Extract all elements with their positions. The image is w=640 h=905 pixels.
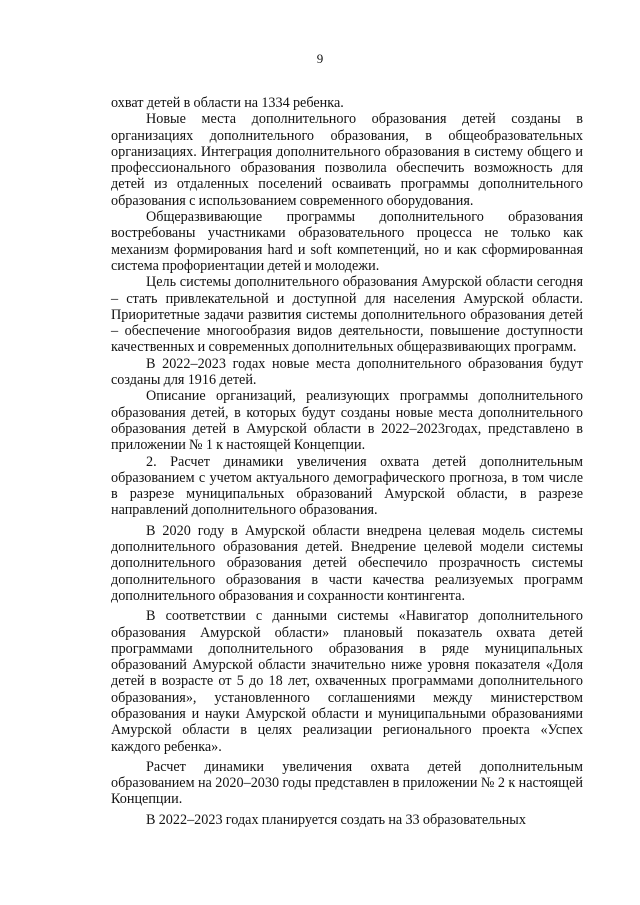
paragraph-section-2-heading: 2. Расчет динамики увеличения охвата детей дополнительным образованием с учетом актуального демографического прогноза, в том числе в разрезе муниципальных образований Амурской области, в разрезе направлений дополнительного образования. <box>111 453 583 519</box>
page-number: 9 <box>316 51 324 66</box>
paragraph-dynamics-calculation: Расчет динамики увеличения охвата детей дополнительным образованием на 2020–2030 годы представлен в приложении № 2 к настоящей Концепции. <box>111 758 583 808</box>
paragraph-system-goal: Цель системы дополнительного образования Амурской области сегодня – стать привлекательной и доступной для населения Амурской области. Приоритетные задачи развития системы дополнительного образования детей – обеспечение многообразия видов деятельности, повышение доступности качественных и современных дополнительных общеразвивающих программ. <box>111 274 583 356</box>
paragraph-continuation: охват детей в области на 1334 ребенка. <box>111 95 344 111</box>
paragraph-organizations-description: Описание организаций, реализующих программы дополнительного образования детей, в которых будут созданы новые места дополнительного образования детей в Амурской области в 2022–2023годах, представлено в приложении № 1 к настоящей Концепции. <box>111 388 583 454</box>
paragraph-planned-creation: В 2022–2023 годах планируется создать на 33 образовательных <box>146 811 526 828</box>
document-body <box>111 95 583 828</box>
paragraph-2022-2023-places: В 2022–2023 годах новые места дополнительного образования будут созданы для 1916 детей. <box>111 355 583 389</box>
paragraph-new-places: Новые места дополнительного образования детей созданы в организациях дополнительного образования, в общеобразовательных организациях. Интеграция дополнительного образования в систему общего и профессионального образования позволила обеспечить возможность для детей из отдаленных поселений осваивать программы дополнительного образования с использованием современного оборудования. <box>111 111 583 209</box>
paragraph-general-programs: Общеразвивающие программы дополнительного образования востребованы участниками образовательного процесса не только как механизм формирования hard и soft компетенций, но и как сформированная система профориентации детей и молодежи. <box>111 209 583 274</box>
paragraph-navigator-data: В соответствии с данными системы «Навигатор дополнительного образования Амурской области» плановый показатель охвата детей программами дополнительного образования в ряде муниципальных образований Амурской области значительно ниже уровня показателя «Доля детей в возрасте от 5 до 18 лет, охваченных программами дополнительного образования», установленного соглашениями между министерством образования и науки Амурской области и муниципальными образованиями Амурской области в целях реализации регионального проекта «Успех каждого ребенка». <box>111 608 583 755</box>
paragraph-target-model: В 2020 году в Амурской области внедрена целевая модель системы дополнительного образования детей. Внедрение целевой модели системы дополнительного образования детей обеспечило прозрачность системы дополнительного образования в части качества реализуемых программ дополнительного образования и сохранности контингента. <box>111 522 583 604</box>
